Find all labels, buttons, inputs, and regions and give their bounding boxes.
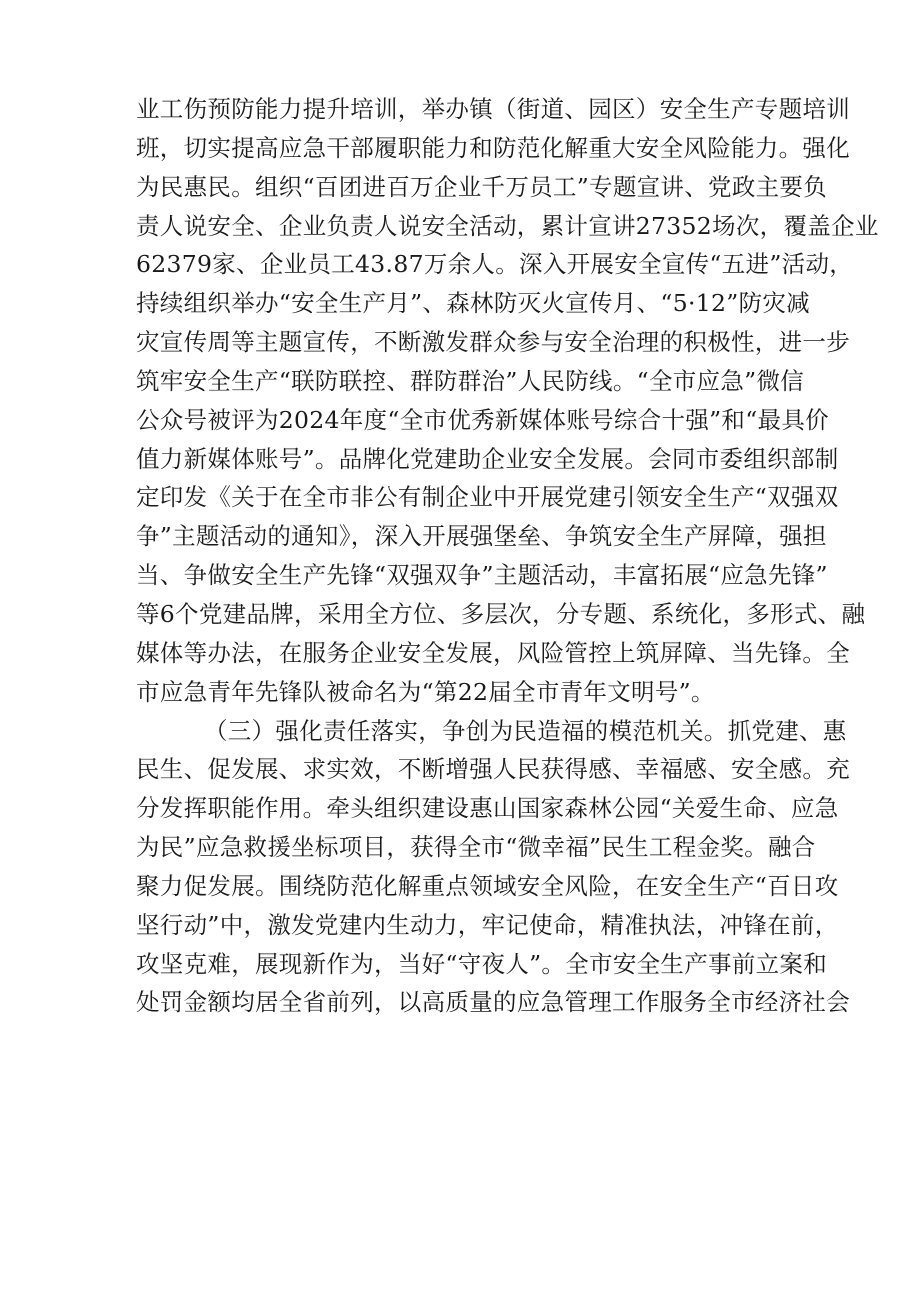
text-line: 争”主题活动的通知》，深入开展强堡垒、争筑安全生产屏障，强担 (136, 522, 827, 551)
text-line: 当、争做安全生产先锋“双强双争”主题活动，丰富拓展“应急先锋” (136, 561, 828, 590)
text-line: 为民惠民。组织“百团进百万企业千万员工”专题宣讲、党政主要负 (136, 172, 828, 201)
paragraph-1 (136, 90, 879, 712)
text-line: 定印发《关于在全市非公有制企业中开展党建引领安全生产“双强双 (136, 483, 839, 512)
text-line: 持续组织举办“安全生产月”、森林防灭火宣传月、“5·12”防灾减 (136, 289, 810, 318)
text-line: 民生、促发展、求实效，不断增强人民获得感、幸福感、安全感。充 (136, 755, 850, 784)
text-line: 聚力促发展。围绕防范化解重点领域安全风险，在安全生产“百日攻 (136, 871, 839, 900)
text-line: 筑牢安全生产“联防联控、群防群治”人民防线。“全市应急”微信 (136, 366, 805, 395)
paragraph-2 (136, 712, 850, 1023)
text-line: 等6个党建品牌，采用全方位、多层次，分专题、系统化，多形式、融 (136, 599, 866, 628)
text-line: 为民”应急救援坐标项目，获得全市“微幸福”民生工程金奖。融合 (136, 833, 816, 862)
text-line: 公众号被评为2024年度“全市优秀新媒体账号综合十强”和“最具价 (136, 405, 829, 434)
section-heading-line: （三）强化责任落实，争创为民造福的模范机关。抓党建、惠 (204, 716, 847, 745)
text-line: 处罚金额均居全省前列，以高质量的应急管理工作服务全市经济社会 (136, 988, 850, 1017)
text-line: 媒体等办法，在服务企业安全发展，风险管控上筑屏障、当先锋。全 (136, 638, 850, 667)
text-line: 责人说安全、企业负责人说安全活动，累计宣讲27352场次，覆盖企业 (136, 211, 879, 240)
text-line: 市应急青年先锋队被命名为“第22届全市青年文明号”。 (136, 677, 715, 706)
text-line: 值力新媒体账号”。品牌化党建助企业安全发展。会同市委组织部制 (136, 444, 839, 473)
text-line: 分发挥职能作用。牵头组织建设惠山国家森林公园“关爱生命、应急 (136, 794, 839, 823)
text-line: 坚行动”中，激发党建内生动力，牢记使命，精准执法，冲锋在前， (136, 910, 839, 939)
text-line: 班，切实提高应急干部履职能力和防范化解重大安全风险能力。强化 (136, 133, 850, 162)
text-line: 灾宣传周等主题宣传，不断激发群众参与安全治理的积极性，进一步 (136, 328, 850, 357)
text-line: 攻坚克难，展现新作为，当好“守夜人”。全市安全生产事前立案和 (136, 949, 828, 978)
document-body (136, 90, 879, 1022)
text-line: 62379家、企业员工43.87万余人。深入开展安全宣传“五进”活动， (136, 250, 854, 279)
text-line: 业工伤预防能力提升培训，举办镇（街道、园区）安全生产专题培训 (136, 95, 850, 123)
